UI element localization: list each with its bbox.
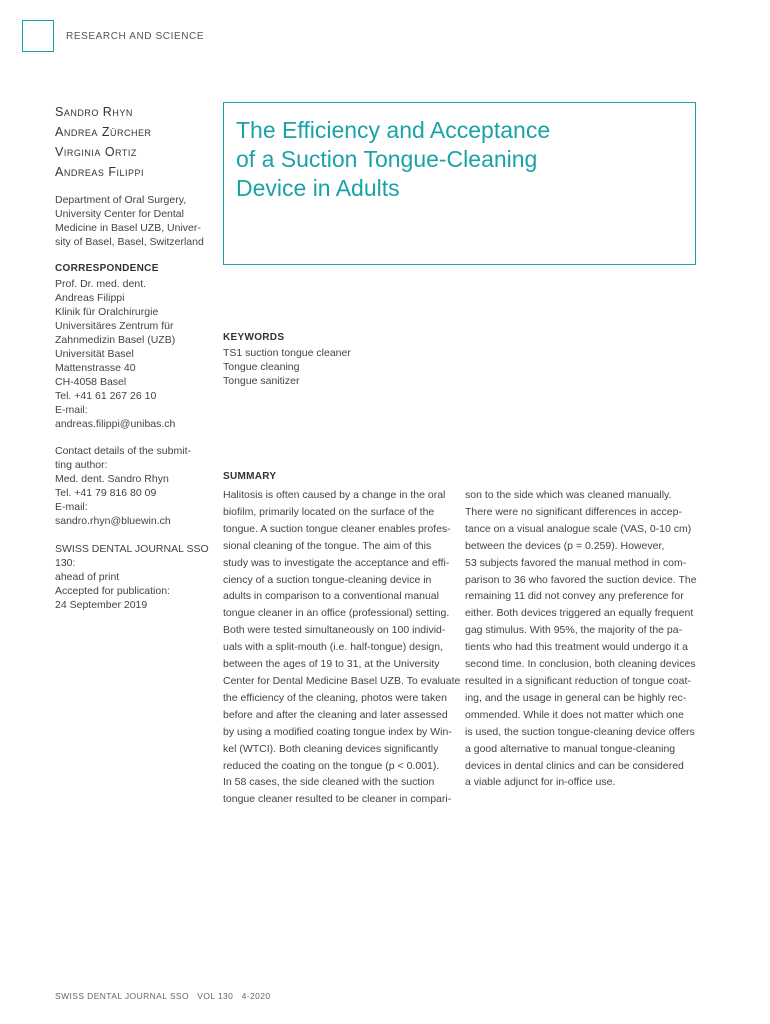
keywords-list bbox=[223, 346, 351, 388]
summary-line: Halitosis is often caused by a change in the oral bbox=[223, 489, 446, 501]
summary-line: ing, and the usage in general can be highly rec- bbox=[465, 691, 687, 704]
summary-line: Both were tested simultaneously on 100 individ- bbox=[223, 624, 446, 637]
summary-line: a good alternative to manual tongue-cleaning bbox=[465, 742, 676, 755]
summary-line: devices in dental clinics and can be considered bbox=[465, 759, 684, 772]
summary-heading: SUMMARY bbox=[223, 471, 277, 482]
contact-line: Contact details of the submit- bbox=[55, 445, 191, 457]
journal-line: Accepted for publication: bbox=[55, 585, 170, 597]
journal-info bbox=[55, 542, 220, 612]
summary-line: second time. In conclusion, both cleaning devices bbox=[465, 658, 696, 671]
summary-line: between the devices (p = 0.259). However, bbox=[465, 539, 665, 552]
author-name: Sandro Rhyn bbox=[55, 105, 133, 119]
journal-line: ahead of print bbox=[55, 571, 120, 583]
summary-line: kel (WTCI). Both cleaning devices significantly bbox=[223, 742, 439, 755]
contact-line: ting author: bbox=[55, 459, 108, 471]
title-line: of a Suction Tongue-Cleaning bbox=[236, 146, 538, 172]
author-list bbox=[55, 102, 151, 182]
summary-line: resulted in a significant reduction of tongue coat- bbox=[465, 674, 691, 687]
summary-line: tongue cleaner in an office (professional) setting. bbox=[223, 607, 450, 620]
correspondence-line: Zahnmedizin Basel (UZB) bbox=[55, 334, 176, 346]
correspondence-address bbox=[55, 277, 220, 431]
affiliation-line: University Center for Dental bbox=[55, 208, 184, 220]
contact-line: Med. dent. Sandro Rhyn bbox=[55, 473, 169, 485]
summary-line: a viable adjunct for in-office use. bbox=[465, 776, 616, 789]
submitting-author-contact bbox=[55, 444, 220, 528]
summary-line: parison to 36 who favored the suction device. The bbox=[465, 573, 697, 586]
correspondence-email: andreas.filippi@unibas.ch bbox=[55, 418, 176, 430]
section-label: RESEARCH AND SCIENCE bbox=[66, 31, 205, 42]
summary-column-right bbox=[465, 487, 697, 791]
title-line: Device in Adults bbox=[236, 175, 400, 201]
correspondence-line: Mattenstrasse 40 bbox=[55, 362, 136, 374]
summary-line: tients who had this treatment would undergo it a bbox=[465, 641, 688, 654]
summary-line: between the ages of 19 to 31, at the University bbox=[223, 658, 440, 671]
summary-line: either. Both devices triggered an equally frequent bbox=[465, 607, 694, 620]
summary-line: adults in comparison to a conventional manual bbox=[223, 590, 439, 603]
keyword-item: Tongue cleaning bbox=[223, 361, 300, 373]
summary-line: study was to investigate the acceptance and effi- bbox=[223, 556, 450, 569]
summary-line: gag stimulus. With 95%, the majority of the pa- bbox=[465, 624, 683, 637]
correspondence-line: Universitäres Zentrum für bbox=[55, 320, 174, 332]
keyword-item: TS1 suction tongue cleaner bbox=[223, 347, 351, 359]
journal-line: 24 September 2019 bbox=[55, 599, 148, 611]
correspondence-heading: CORRESPONDENCE bbox=[55, 263, 159, 274]
affiliation-line: sity of Basel, Basel, Switzerland bbox=[55, 236, 204, 248]
summary-line: the efficiency of the cleaning, photos were taken bbox=[223, 691, 447, 704]
summary-column-left bbox=[223, 487, 460, 808]
summary-line: biofilm, primarily located on the surface of the bbox=[223, 505, 435, 518]
correspondence-line: Klinik für Oralchirurgie bbox=[55, 306, 159, 318]
summary-line: by using a modified coating tongue index by Win- bbox=[223, 725, 452, 738]
summary-line: 53 subjects favored the manual method in com- bbox=[465, 556, 687, 569]
summary-line: son to the side which was cleaned manually. bbox=[465, 489, 672, 501]
summary-line: tongue. A suction tongue cleaner enables profes- bbox=[223, 522, 451, 535]
affiliation-line: Medicine in Basel UZB, Univer- bbox=[55, 222, 201, 234]
summary-line: is used, the suction tongue-cleaning device offers bbox=[465, 725, 695, 738]
contact-line: E-mail: bbox=[55, 501, 88, 513]
affiliation-line: Department of Oral Surgery, bbox=[55, 194, 187, 206]
article-title bbox=[236, 116, 676, 203]
summary-line: tongue cleaner resulted to be cleaner in compari- bbox=[223, 793, 452, 806]
page-footer: SWISS DENTAL JOURNAL SSO VOL 130 4-2020 bbox=[55, 991, 271, 1001]
author-name: Andreas Filippi bbox=[55, 165, 144, 179]
correspondence-line: Tel. +41 61 267 26 10 bbox=[55, 390, 157, 402]
summary-line: remaining 11 did not convey any preference for bbox=[465, 590, 684, 603]
summary-line: reduced the coating on the tongue (p < 0.001). bbox=[223, 759, 440, 772]
corner-frame bbox=[22, 20, 54, 52]
journal-line: SWISS DENTAL JOURNAL SSO 130: bbox=[55, 543, 209, 569]
summary-line: sional cleaning of the tongue. The aim of this bbox=[223, 539, 432, 552]
summary-line: ciency of a suction tongue-cleaning device in bbox=[223, 573, 432, 586]
contact-line: Tel. +41 79 816 80 09 bbox=[55, 487, 157, 499]
correspondence-line: Prof. Dr. med. dent. bbox=[55, 278, 147, 290]
author-name: Virginia Ortiz bbox=[55, 145, 137, 159]
summary-line: before and after the cleaning and later assessed bbox=[223, 708, 448, 721]
summary-line: uals with a split-mouth (i.e. half-tongue) design, bbox=[223, 641, 444, 654]
keywords-heading: KEYWORDS bbox=[223, 332, 285, 343]
summary-line: tance on a visual analogue scale (VAS, 0-10 cm) bbox=[465, 522, 692, 535]
keyword-item: Tongue sanitizer bbox=[223, 375, 300, 387]
summary-line: In 58 cases, the side cleaned with the suction bbox=[223, 776, 435, 789]
summary-line: There were no significant differences in accep- bbox=[465, 505, 682, 518]
correspondence-line: Universität Basel bbox=[55, 348, 134, 360]
correspondence-line: E-mail: bbox=[55, 404, 88, 416]
correspondence-line: Andreas Filippi bbox=[55, 292, 125, 304]
summary-line: ommended. While it does not matter which one bbox=[465, 708, 684, 721]
summary-line: Center for Dental Medicine Basel UZB. To evaluate bbox=[223, 674, 461, 687]
title-line: The Efficiency and Acceptance bbox=[236, 117, 551, 143]
affiliation bbox=[55, 193, 220, 249]
correspondence-line: CH-4058 Basel bbox=[55, 376, 127, 388]
author-name: Andrea Zürcher bbox=[55, 125, 152, 139]
contact-email: sandro.rhyn@bluewin.ch bbox=[55, 515, 171, 527]
